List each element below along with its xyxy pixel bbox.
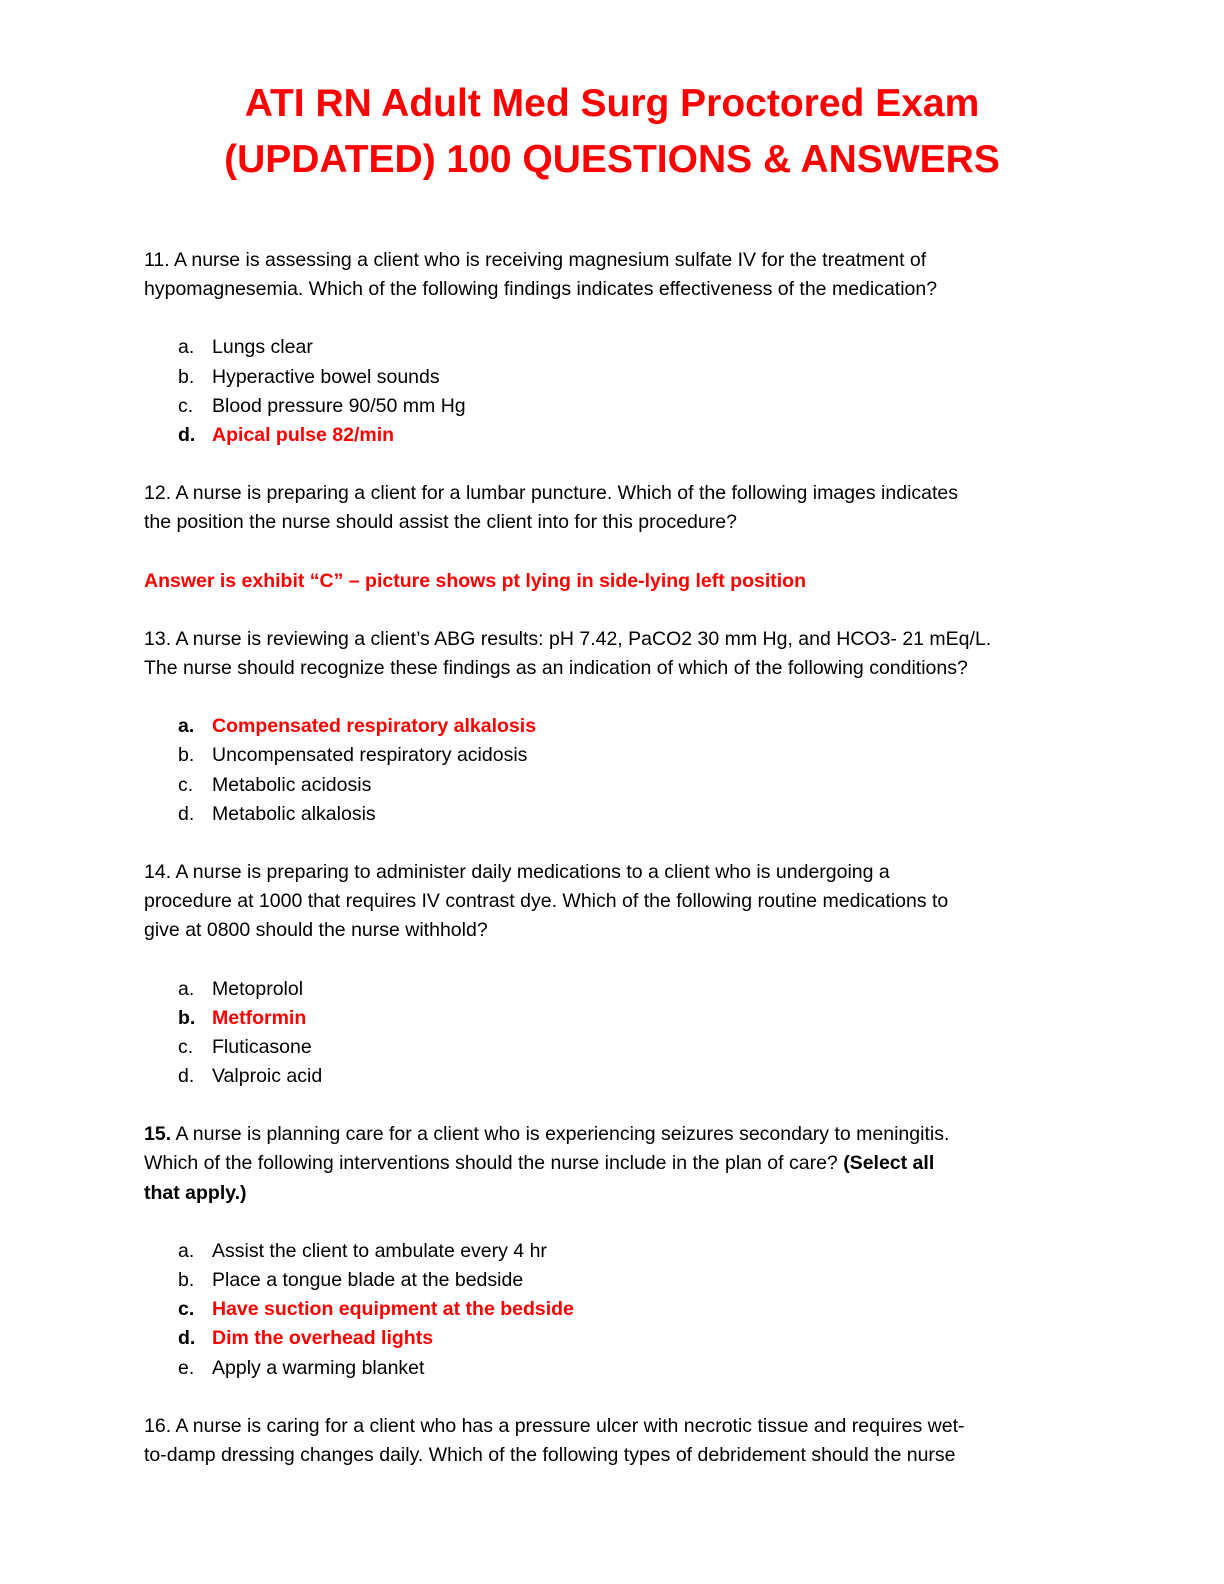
option-item-correct [144, 712, 1084, 741]
option-text: Have suction equipment at the bedside [212, 1298, 574, 1321]
question-text-line [144, 1120, 1084, 1149]
question-text-line: The nurse should recognize these findings as an indication of which of the following conditions? [144, 656, 968, 679]
option-text: Metabolic acidosis [212, 773, 372, 796]
option-letter: b. [178, 365, 195, 388]
option-item [144, 1237, 1084, 1266]
question-text-line: procedure at 1000 that requires IV contrast dye. Which of the following routine medications to [144, 890, 949, 913]
answer-options [144, 712, 1084, 829]
answer-options [144, 1237, 1084, 1383]
question-text: A nurse is planning care for a client who is experiencing seizures secondary to meningitis. [171, 1123, 950, 1146]
option-letter: c. [178, 1035, 194, 1058]
document-title [0, 76, 1224, 188]
option-item-correct [144, 1324, 1084, 1353]
option-letter: d. [178, 1065, 195, 1088]
option-item [144, 1266, 1084, 1295]
option-item [144, 741, 1084, 770]
answer-options [144, 975, 1084, 1092]
option-text: Metoprolol [212, 977, 304, 1000]
question-text: Which of the following interventions should the nurse include in the plan of care? [144, 1152, 844, 1175]
question-text-line: 14. A nurse is preparing to administer daily medications to a client who is undergoing a [144, 860, 890, 883]
option-item-correct [144, 1295, 1084, 1324]
option-item [144, 800, 1084, 829]
option-text: Compensated respiratory alkalosis [212, 715, 537, 738]
option-letter: b. [178, 1006, 196, 1029]
option-letter: a. [178, 715, 195, 738]
question-text-line [144, 1149, 1084, 1178]
question-text-line: 11. A nurse is assessing a client who is receiving magnesium sulfate IV for the treatment of [144, 249, 927, 271]
answer-options [144, 333, 1084, 450]
question-15 [144, 1120, 1084, 1208]
option-text: Apical pulse 82/min [212, 423, 395, 446]
option-letter: d. [178, 423, 196, 446]
option-letter: b. [178, 1269, 195, 1292]
option-text: Assist the client to ambulate every 4 hr [212, 1239, 547, 1262]
option-text: Dim the overhead lights [212, 1327, 434, 1350]
option-text: Blood pressure 90/50 mm Hg [212, 394, 466, 417]
option-letter: a. [178, 977, 195, 1000]
option-text: Metabolic alkalosis [212, 802, 376, 825]
option-item [144, 1033, 1084, 1062]
option-text: Place a tongue blade at the bedside [212, 1269, 524, 1292]
option-letter: c. [178, 773, 194, 796]
option-text: Uncompensated respiratory acidosis [212, 744, 528, 767]
question-16 [144, 1412, 1084, 1470]
option-item [144, 975, 1084, 1004]
answer-text: Answer is exhibit “C” – picture shows pt lying in side-lying left position [144, 569, 807, 592]
option-text: Hyperactive bowel sounds [212, 365, 440, 388]
question-number: 15. [144, 1123, 172, 1146]
question-text-line: that apply.) [144, 1181, 247, 1204]
option-item [144, 1062, 1084, 1091]
option-item [144, 333, 1084, 362]
option-text: Lungs clear [212, 336, 313, 359]
document-body [144, 246, 1084, 1470]
option-letter: b. [178, 744, 195, 767]
question-text-line: 12. A nurse is preparing a client for a lumbar puncture. Which of the following images indicates [144, 482, 959, 505]
option-text: Valproic acid [212, 1065, 323, 1088]
question-12 [144, 479, 1084, 537]
option-item-correct [144, 421, 1084, 450]
title-line-2: (UPDATED) 100 QUESTIONS & ANSWERS [224, 138, 1000, 181]
option-item-correct [144, 1004, 1084, 1033]
option-text: Fluticasone [212, 1035, 312, 1058]
option-letter: d. [178, 1327, 196, 1350]
question-text-line: the position the nurse should assist the client into for this procedure? [144, 511, 737, 534]
option-letter: d. [178, 802, 195, 825]
option-item [144, 771, 1084, 800]
option-letter: a. [178, 336, 195, 359]
question-13 [144, 625, 1084, 683]
option-letter: c. [178, 1298, 195, 1321]
option-letter: a. [178, 1239, 195, 1262]
option-letter: e. [178, 1356, 195, 1379]
question-text-line: give at 0800 should the nurse withhold? [144, 919, 488, 942]
question-11 [144, 246, 1084, 304]
option-text: Apply a warming blanket [212, 1356, 425, 1379]
option-item [144, 1354, 1084, 1383]
title-line-1: ATI RN Adult Med Surg Proctored Exam [244, 82, 980, 125]
option-text: Metformin [212, 1006, 307, 1029]
question-text-line: hypomagnesemia. Which of the following findings indicates effectiveness of the medication? [144, 278, 938, 301]
option-letter: c. [178, 394, 194, 417]
option-item [144, 363, 1084, 392]
question-14 [144, 858, 1084, 946]
select-all-note: (Select all [843, 1152, 935, 1175]
question-text-line: 13. A nurse is reviewing a client’s ABG results: pH 7.42, PaCO2 30 mm Hg, and HCO3- 21 mEq/L. [144, 627, 992, 650]
question-text-line: to-damp dressing changes daily. Which of the following types of debridement should the nurse [144, 1444, 956, 1467]
option-item [144, 392, 1084, 421]
question-text-line: 16. A nurse is caring for a client who has a pressure ulcer with necrotic tissue and requires wet- [144, 1414, 965, 1437]
